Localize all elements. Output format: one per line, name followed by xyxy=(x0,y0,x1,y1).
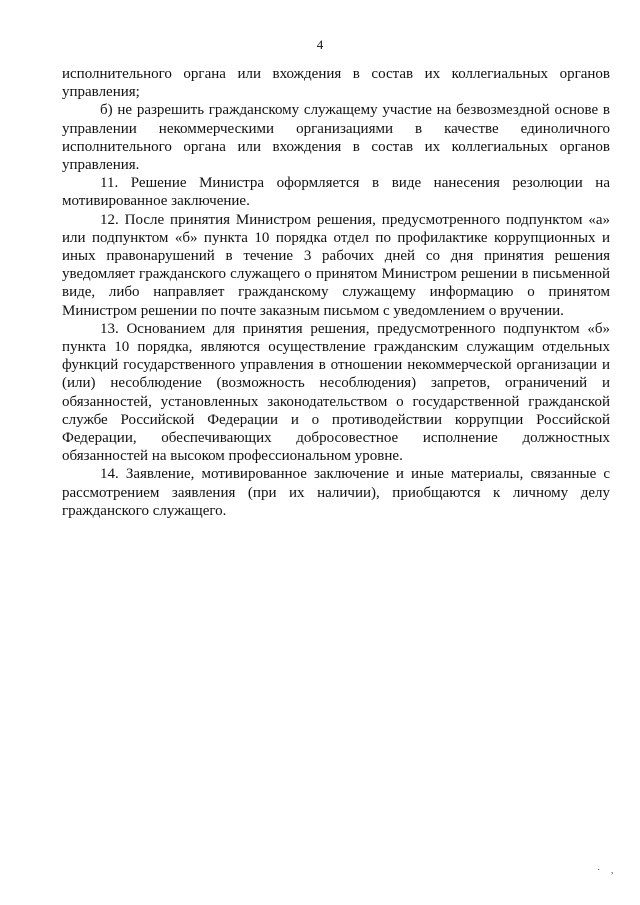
scan-mark: · , xyxy=(597,865,618,876)
page-number: 4 xyxy=(316,37,324,52)
paragraph-item-14: 14. Заявление, мотивированное заключение и иные материалы, связанные с рассмотрением заявления (при их наличии), приобщаются к личному делу гражданского служащего. xyxy=(62,466,610,519)
document-body xyxy=(62,65,610,520)
paragraph-item-12: 12. После принятия Министром решения, предусмотренного подпунктом «а» или подпунктом «б» пункта 10 порядка отдел по профилактике коррупционных и иных правонарушений в течение 3 рабочих дней со дня принятия решения уведомляет гражданского служащего о принятом Министром решении в письменной виде, либо направляет гражданскому служащему информацию о принятом Министром решении по почте заказным письмом с уведомлением о вручении. xyxy=(62,211,610,319)
paragraph-subitem-b: б) не разрешить гражданскому служащему участие на безвозмездной основе в управлении некоммерческими организациями в качестве единоличного исполнительного органа или вхождения в состав их коллегиальных органов управления. xyxy=(62,102,610,174)
paragraph-item-13: 13. Основанием для принятия решения, предусмотренного подпунктом «б» пункта 10 порядка, являются осуществление гражданским служащим отдельных функций государственного управления в отношении некоммерческой организации и (или) несоблюдение (возможность несоблюдения) запретов, ограничений и обязанностей, установленных законодательством о государственной гражданской службе Российской Федерации и о противодействии коррупции Российской Федерации, обеспечивающих добросовестное исполнение должностных обязанностей на высоком профессиональном уровне. xyxy=(62,320,610,465)
paragraph-item-11: 11. Решение Министра оформляется в виде нанесения резолюции на мотивированное заключение. xyxy=(62,175,610,210)
paragraph-continuation: исполнительного органа или вхождения в состав их коллегиальных органов управления; xyxy=(62,66,610,101)
